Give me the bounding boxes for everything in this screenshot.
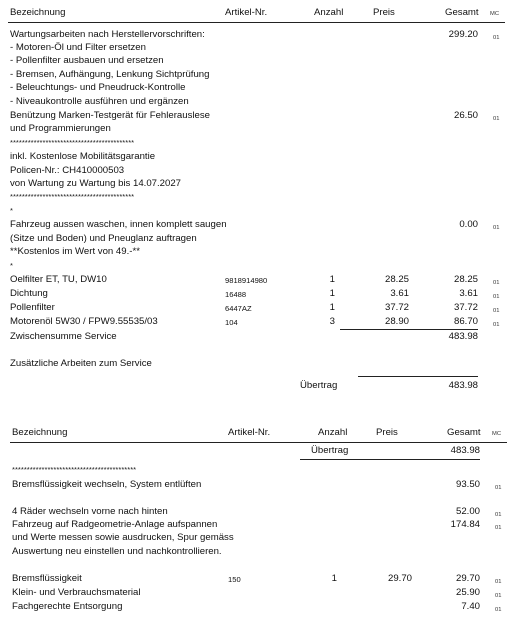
item-total: 28.25 bbox=[453, 274, 478, 285]
wheel-line-1: 4 Räder wechseln vorne nach hinten bbox=[12, 506, 168, 517]
carry-value-2: 483.98 bbox=[450, 445, 480, 456]
carry-rule bbox=[358, 376, 478, 377]
carry-rule-2 bbox=[300, 459, 480, 460]
col-header-description: Bezeichnung bbox=[10, 7, 66, 18]
testgeraet-total: 26.50 bbox=[453, 110, 478, 121]
item-desc: Motorenöl 5W30 / FPW9.55535/03 bbox=[10, 316, 158, 327]
item-article: 6447AZ bbox=[225, 304, 252, 313]
wash-line-1: Fahrzeug aussen waschen, innen komplett saugen bbox=[10, 219, 227, 230]
service-mc: 01 bbox=[493, 35, 500, 41]
carry-value: 483.98 bbox=[448, 380, 478, 391]
service-total: 299.20 bbox=[448, 29, 478, 40]
wash-line-3: **Kostenlos im Wert von 49.-** bbox=[10, 246, 140, 257]
col-header-total-2: Gesamt bbox=[447, 427, 481, 438]
item-mc: 01 bbox=[493, 280, 500, 286]
item-mc: 01 bbox=[493, 322, 500, 328]
service-line-6: - Niveaukontrolle ausführen und ergänzen bbox=[10, 96, 189, 107]
item-desc: Fachgerechte Entsorgung bbox=[12, 601, 123, 612]
item-desc: Pollenfilter bbox=[10, 302, 55, 313]
item-desc: Oelfilter ET, TU, DW10 bbox=[10, 274, 107, 285]
extra-work-label: Zusätzliche Arbeiten zum Service bbox=[10, 358, 152, 369]
brake-fluid-work-mc: 01 bbox=[495, 485, 502, 491]
star-mark: * bbox=[10, 206, 13, 215]
subtotal-rule bbox=[340, 329, 478, 330]
service-line-1: Wartungsarbeiten nach Herstellervorschriften: bbox=[10, 29, 205, 40]
wheel-total-1: 52.00 bbox=[455, 506, 480, 517]
item-article: 150 bbox=[228, 575, 241, 584]
item-qty: 1 bbox=[329, 274, 335, 285]
subtotal-label: Zwischensumme Service bbox=[10, 331, 117, 342]
item-total: 86.70 bbox=[453, 316, 478, 327]
wheel-mc-2: 01 bbox=[495, 525, 502, 531]
service-line-5: - Beleuchtungs- und Pneudruck-Kontrolle bbox=[10, 82, 186, 93]
guarantee-line-3: von Wartung zu Wartung bis 14.07.2027 bbox=[10, 178, 182, 189]
carry-label: Übertrag bbox=[300, 380, 338, 391]
item-desc: Dichtung bbox=[10, 288, 48, 299]
col-header-description-2: Bezeichnung bbox=[12, 427, 68, 438]
item-mc: 01 bbox=[495, 607, 502, 613]
item-article: 9818914980 bbox=[225, 276, 268, 285]
wash-mc: 01 bbox=[493, 225, 500, 231]
item-price: 28.25 bbox=[384, 274, 409, 285]
service-line-3: - Pollenfilter ausbauen und ersetzen bbox=[10, 55, 164, 66]
item-mc: 01 bbox=[493, 294, 500, 300]
col-header-price: Preis bbox=[373, 7, 395, 18]
service-line-2: - Motoren-Öl und Filter ersetzen bbox=[10, 42, 146, 53]
item-article: 16488 bbox=[225, 290, 247, 299]
col-header-price-2: Preis bbox=[376, 427, 398, 438]
col-header-quantity-2: Anzahl bbox=[318, 427, 348, 438]
item-mc: 01 bbox=[493, 308, 500, 314]
item-qty: 1 bbox=[329, 288, 335, 299]
guarantee-line-1: inkl. Kostenlose Mobilitätsgarantie bbox=[10, 151, 156, 162]
item-total: 25.90 bbox=[455, 587, 480, 598]
col-header-total: Gesamt bbox=[445, 7, 479, 18]
col-header-article: Artikel-Nr. bbox=[225, 7, 268, 18]
carry-label-2: Übertrag bbox=[311, 445, 349, 456]
item-total: 29.70 bbox=[455, 573, 480, 584]
item-price: 37.72 bbox=[384, 302, 409, 313]
service-line-4: - Bremsen, Aufhängung, Lenkung Sichtprüfung bbox=[10, 69, 210, 80]
star-mark-2: * bbox=[10, 261, 13, 270]
item-article: 104 bbox=[225, 318, 238, 327]
wheel-line-3: und Werte messen sowie ausdrucken, Spur gemäss bbox=[12, 532, 234, 543]
item-price: 28.90 bbox=[384, 316, 409, 327]
item-price: 3.61 bbox=[390, 288, 409, 299]
stars-divider-2: ****************************************** bbox=[10, 192, 135, 201]
item-total: 37.72 bbox=[453, 302, 478, 313]
item-mc: 01 bbox=[495, 593, 502, 599]
col-header-mc: MC bbox=[490, 11, 500, 17]
col-header-quantity: Anzahl bbox=[314, 7, 344, 18]
item-price: 29.70 bbox=[387, 573, 412, 584]
item-desc: Klein- und Verbrauchsmaterial bbox=[12, 587, 141, 598]
item-qty: 3 bbox=[329, 316, 335, 327]
header-underline bbox=[8, 22, 505, 23]
testgeraet-line-1: Benützung Marken-Testgerät für Fehlerauslese bbox=[10, 110, 210, 121]
item-total: 3.61 bbox=[459, 288, 478, 299]
wash-total: 0.00 bbox=[459, 219, 478, 230]
item-qty: 1 bbox=[331, 573, 337, 584]
guarantee-line-2: Policen-Nr.: CH410000503 bbox=[10, 165, 125, 176]
col-header-article-2: Artikel-Nr. bbox=[228, 427, 271, 438]
col-header-mc-2: MC bbox=[492, 431, 502, 437]
item-desc: Bremsflüssigkeit bbox=[12, 573, 82, 584]
wheel-mc-1: 01 bbox=[495, 512, 502, 518]
wheel-line-2: Fahrzeug auf Radgeometrie-Anlage aufspannen bbox=[12, 519, 218, 530]
header-underline-2 bbox=[10, 442, 507, 443]
subtotal-value: 483.98 bbox=[448, 331, 478, 342]
wheel-line-4: Auswertung neu einstellen und nachkontrollieren. bbox=[12, 546, 222, 557]
stars-divider: ****************************************** bbox=[10, 138, 135, 147]
testgeraet-mc: 01 bbox=[493, 116, 500, 122]
item-qty: 1 bbox=[329, 302, 335, 313]
brake-fluid-work: Bremsflüssigkeit wechseln, System entlüften bbox=[12, 479, 202, 490]
wash-line-2: (Sitze und Boden) und Pneuglanz auftragen bbox=[10, 233, 197, 244]
wheel-total-2: 174.84 bbox=[450, 519, 480, 530]
stars-divider-3: ****************************************** bbox=[12, 465, 137, 474]
item-total: 7.40 bbox=[461, 601, 480, 612]
brake-fluid-work-total: 93.50 bbox=[455, 479, 480, 490]
testgeraet-line-2: und Programmierungen bbox=[10, 123, 111, 134]
item-mc: 01 bbox=[495, 579, 502, 585]
